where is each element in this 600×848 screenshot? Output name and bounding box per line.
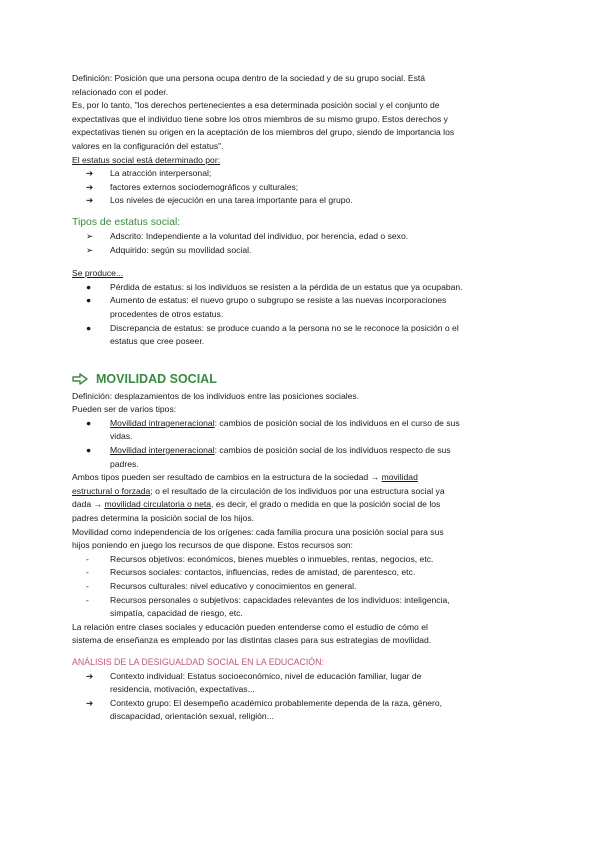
types-intro: Pueden ser de varios tipos: bbox=[72, 404, 177, 415]
both-types-paragraph: Ambos tipos pueden ser resultado de cambios en la estructura de la sociedad → movilidad estructural o forzada; o el resultado de la circulación de los individuos por una estructura social ya dada → movilidad circulatoria o neta, es decir, el grado o medida en que la posición social de los padres determina la posición social de los hijos. bbox=[72, 472, 445, 524]
dash-icon: - bbox=[86, 567, 89, 578]
text-line: expectativas que el individuo tiene sobre los otros miembros de su mismo grupo. Estos derechos y bbox=[72, 113, 448, 124]
bullet-icon: ● bbox=[86, 417, 92, 428]
list-item: ➔ Contexto grupo: El desempeño académico probablemente dependa de la raza, género, discapacidad, orientación sexual, religión... bbox=[86, 697, 443, 722]
section-title: MOVILIDAD SOCIAL bbox=[72, 371, 532, 387]
list-item: ● Movilidad intergeneracional: cambios de posición social de los individuos respecto de sus padres. bbox=[86, 445, 451, 469]
produce-list bbox=[72, 281, 532, 349]
inequality-heading: ANÁLISIS DE LA DESIGUALDAD SOCIAL EN LA EDUCACIÓN: bbox=[72, 656, 324, 667]
mobility-definition: Definición: desplazamientos de los individuos entre las posiciones sociales. bbox=[72, 390, 360, 401]
determined-list bbox=[72, 167, 532, 208]
dash-icon: - bbox=[86, 594, 89, 605]
arrow-icon: ➔ bbox=[86, 670, 94, 681]
list-item: ➔ Contexto individual: Estatus socioeconómico, nivel de educación familiar, lugar de residencia, motivación, expectativas... bbox=[86, 670, 422, 695]
list-item: ➢ Adscrito: Independiente a la voluntad del individuo, por herencia, edad o sexo. bbox=[72, 230, 532, 244]
tipos-heading: Tipos de estatus social: bbox=[72, 216, 181, 228]
relation-paragraph: La relación entre clases sociales y educación pueden entenderse como el estudio de cómo el sistema de enseñanza es empleado por las distintas clases para sus estrategias de movilidad. bbox=[72, 621, 432, 646]
arrow-icon: ➔ bbox=[86, 195, 94, 206]
arrow-icon: ➔ bbox=[86, 697, 94, 708]
arrow-icon: ➔ bbox=[86, 181, 94, 192]
text-line: Definición: Posición que una persona ocupa dentro de la sociedad y de su grupo social. Está bbox=[72, 73, 426, 83]
list-item: - Recursos sociales: contactos, influencias, redes de amistad, de parentesco, etc. bbox=[72, 566, 532, 580]
list-item: - Recursos personales o subjetivos: capacidades relevantes de los individuos: inteligencia, simpatía, capacidad de riesgo, etc. bbox=[86, 594, 450, 619]
independence-paragraph: Movilidad como independencia de los orígenes: cada familia procura una posición social para sus hijos poniendo en juego los recursos de que dispone. Estos recursos son: bbox=[72, 526, 444, 551]
text-line: valores en la configuración del estatus". bbox=[72, 140, 224, 151]
bullet-icon: ● bbox=[86, 281, 92, 292]
document-page bbox=[72, 72, 532, 724]
list-item: ● Discrepancia de estatus: se produce cuando a la persona no se le reconoce la posición o el estatus que cree poseer. bbox=[86, 322, 459, 347]
list-item: ➔ factores externos sociodemográficos y culturales; bbox=[72, 181, 532, 195]
text-line: expectativas tienen su origen en la aceptación de los miembros del grupo, siendo de importancia los bbox=[72, 127, 455, 138]
tipos-list bbox=[72, 230, 532, 257]
list-item: ● Aumento de estatus: el nuevo grupo o subgrupo se resiste a las nuevas incorporaciones procedentes de otros estatus. bbox=[86, 295, 447, 319]
list-item: ● Pérdida de estatus: si los individuos se resisten a la pérdida de un estatus que ya ocupaban. bbox=[72, 281, 532, 295]
dash-icon: - bbox=[86, 553, 89, 564]
bullet-icon: ● bbox=[86, 445, 92, 456]
resources-list bbox=[72, 553, 532, 621]
triangle-arrow-icon: ➢ bbox=[86, 244, 94, 255]
inequality-list bbox=[72, 670, 532, 724]
bullet-icon: ● bbox=[86, 295, 92, 306]
status-definition bbox=[72, 72, 532, 154]
list-item: - Recursos culturales: nivel educativo y conocimientos en general. bbox=[72, 580, 532, 594]
arrow-icon: ➔ bbox=[86, 168, 94, 179]
hollow-arrow-icon bbox=[72, 373, 88, 385]
dash-icon: - bbox=[86, 581, 89, 591]
determined-heading: El estatus social está determinado por: bbox=[72, 154, 221, 165]
produce-heading: Se produce... bbox=[72, 268, 124, 279]
list-item: - Recursos objetivos: económicos, bienes muebles o inmuebles, rentas, negocios, etc. bbox=[72, 553, 532, 567]
list-item: ➢ Adquirido: según su movilidad social. bbox=[72, 244, 532, 258]
mobility-types-list bbox=[72, 417, 532, 471]
list-item: ➔ La atracción interpersonal; bbox=[72, 167, 532, 181]
bullet-icon: ● bbox=[86, 322, 92, 333]
list-item: ● Movilidad intrageneracional: cambios de posición social de los individuos en el curso de sus vidas. bbox=[86, 417, 460, 442]
list-item: ➔ Los niveles de ejecución en una tarea importante para el grupo. bbox=[72, 194, 532, 208]
triangle-arrow-icon: ➢ bbox=[86, 230, 94, 241]
text-line: relacionado con el poder. bbox=[72, 86, 169, 97]
text-line: Es, por lo tanto, "los derechos pertenecientes a esa determinada posición social y el conjunto de bbox=[72, 100, 440, 111]
